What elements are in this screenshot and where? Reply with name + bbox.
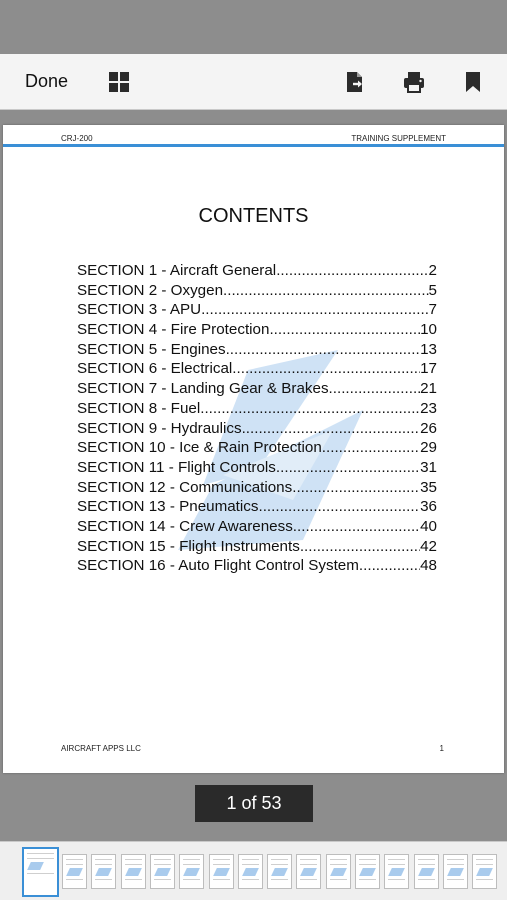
done-button[interactable]: Done [25,71,69,91]
toc-entry-title: SECTION 5 - Engines [77,340,226,358]
toc-entry[interactable] [77,300,437,320]
toc-entry-title: SECTION 14 - Crew Awareness [77,517,293,535]
toc-entry[interactable] [77,497,437,517]
toc-entry[interactable] [77,556,437,576]
toc-entry[interactable] [77,379,437,399]
toc-entry[interactable] [77,281,437,301]
toc-leader-dots [359,556,420,576]
thumbnail[interactable] [472,854,497,889]
toc-leader-dots [200,399,420,419]
toc-leader-dots [276,261,428,281]
toc-entry-title: SECTION 12 - Communications [77,478,293,496]
toc-entry[interactable] [77,419,437,439]
page-number: 1 [439,744,444,753]
toc-entry[interactable] [77,320,437,340]
thumbnail[interactable] [384,854,409,889]
toc-entry-page: 17 [420,360,437,378]
thumbnail[interactable] [267,854,292,889]
thumbnail[interactable] [179,854,204,889]
toolbar [0,54,507,110]
toc-entry-page: 31 [420,458,437,476]
toc-entry-title: SECTION 8 - Fuel [77,399,201,417]
bookmark-icon[interactable] [461,70,485,94]
contents-title: CONTENTS [198,205,309,227]
toc-entry-page: 5 [428,281,437,299]
toc-entry[interactable] [77,458,437,478]
thumbnail[interactable] [296,854,321,889]
toc-entry-page: 23 [420,399,437,417]
toc-leader-dots [329,379,421,399]
toc-entry-title: SECTION 9 - Hydraulics [77,419,242,437]
toc-leader-dots [223,281,429,301]
toc-leader-dots [276,458,420,478]
toc-entry-title: SECTION 16 - Auto Flight Control System [77,557,359,575]
thumbnail[interactable] [91,854,116,889]
toc-entry[interactable] [77,537,437,557]
toc-leader-dots [322,438,420,458]
page-header-left: CRJ-200 [61,134,93,143]
toc-entry-page: 10 [420,321,437,339]
thumbnail[interactable] [326,854,351,889]
thumbnail[interactable] [62,854,87,889]
page-indicator: 1 of 53 [195,785,313,822]
toc-entry-page: 48 [420,557,437,575]
toc-leader-dots [300,537,420,557]
thumbnail[interactable] [414,854,439,889]
thumbnail[interactable] [150,854,175,889]
page-header-right: TRAINING SUPPLEMENT [351,134,446,143]
toc-leader-dots [269,320,420,340]
toc-leader-dots [232,359,420,379]
toc-leader-dots [292,478,420,498]
toc-entry-page: 26 [420,419,437,437]
toc-entry-page: 13 [420,340,437,358]
toc-entry-title: SECTION 7 - Landing Gear & Brakes [77,380,329,398]
toc-leader-dots [201,300,428,320]
toc-entry-page: 7 [428,301,437,319]
thumbnail-strip[interactable] [0,841,507,900]
toc-leader-dots [242,419,421,439]
toc-entry-page: 36 [420,498,437,516]
thumbnail[interactable] [209,854,234,889]
toc-leader-dots [258,497,420,517]
toc-entry[interactable] [77,399,437,419]
toc-entry-page: 21 [420,380,437,398]
toc-entry[interactable] [77,261,437,281]
toc-entry[interactable] [77,438,437,458]
toc-entry[interactable] [77,478,437,498]
toc-entry-title: SECTION 11 - Flight Controls [77,458,276,476]
status-bar-area [0,0,507,54]
thumbnail-current[interactable] [22,847,59,897]
thumbnail[interactable] [238,854,263,889]
toc-leader-dots [293,517,420,537]
toc-entry-title: SECTION 15 - Flight Instruments [77,537,300,555]
toc-entry-title: SECTION 4 - Fire Protection [77,321,270,339]
toc-entry-title: SECTION 2 - Oxygen [77,281,224,299]
thumbnail[interactable] [355,854,380,889]
toc-entry-title: SECTION 1 - Aircraft General [77,262,277,279]
toc-entry-page: 2 [428,262,437,279]
toc-entry-title: SECTION 3 - APU [77,301,202,319]
thumbnail[interactable] [443,854,468,889]
toc-entry-page: 35 [420,478,437,496]
toc-entry-title: SECTION 13 - Pneumatics [77,498,259,516]
header-divider [3,144,504,147]
document-page[interactable] [3,125,504,773]
thumbnail[interactable] [121,854,146,889]
share-export-icon[interactable] [343,70,367,94]
toc-entry[interactable] [77,340,437,360]
toc-entry-title: SECTION 10 - Ice & Rain Protection [77,439,322,457]
toc-entry[interactable] [77,359,437,379]
toc-entry-page: 40 [420,517,437,535]
page-footer-left: AIRCRAFT APPS LLC [61,744,141,753]
table-of-contents [77,261,437,576]
toc-entry-title: SECTION 6 - Electrical [77,360,233,378]
print-icon[interactable] [402,70,426,94]
grid-icon[interactable] [107,70,131,94]
toc-entry-page: 29 [420,439,437,457]
toc-leader-dots [226,340,421,360]
toc-entry[interactable] [77,517,437,537]
toc-entry-page: 42 [420,537,437,555]
